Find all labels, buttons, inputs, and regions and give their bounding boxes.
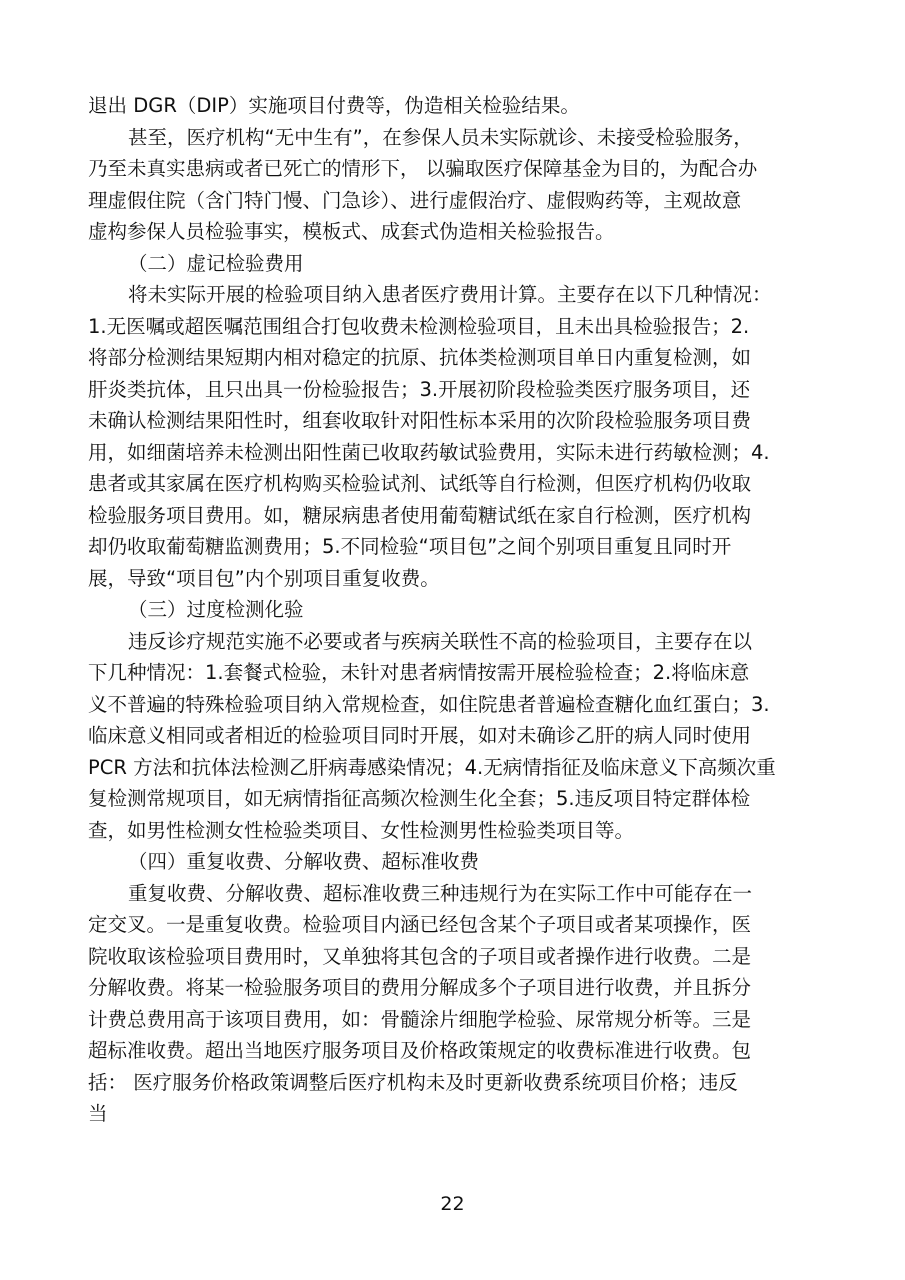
text-line: 1.无医嘱或超医嘱范围组合打包收费未检测检验项目，且未出具检验报告；2. — [88, 314, 750, 338]
text-line: 分解收费。将某一检验服务项目的费用分解成多个子项目进行收费，并且拆分 — [88, 976, 752, 999]
heading-text: （二）虚记检验费用 — [128, 251, 304, 275]
text-line: 当 — [88, 1102, 108, 1125]
text-line: 括： 医疗服务价格政策调整后医疗机构未及时更新收费系统项目价格；违反 — [88, 1070, 738, 1094]
paragraph — [88, 90, 836, 122]
section-heading — [88, 594, 836, 626]
document-body — [88, 90, 836, 1130]
text-line: 下几种情况：1.套餐式检验，未针对患者病情按需开展检验检查；2.将临床意 — [88, 661, 750, 684]
text-line: 复检测常规项目，如无病情指征高频次检测生化全套；5.违反项目特定群体检 — [88, 787, 751, 810]
page-number: 22 — [440, 1193, 465, 1215]
text-line: 计费总费用高于该项目费用，如：骨髓涂片细胞学检验、尿常规分析等。三是 — [88, 1007, 752, 1031]
section-heading — [88, 846, 836, 878]
text-line: 院收取该检验项目费用时，又单独将其包含的子项目或者操作进行收费。二是 — [88, 944, 752, 968]
text-line: 展，导致“项目包”内个别项目重复收费。 — [88, 566, 440, 590]
text-line: PCR 方法和抗体法检测乙肝病毒感染情况；4.无病情指征及临床意义下高频次重 — [88, 755, 776, 779]
paragraph — [88, 878, 836, 1130]
text-line: 定交叉。一是重复收费。检验项目内涵已经包含某个子项目或者某项操作，医 — [88, 913, 752, 936]
text-line: 重复收费、分解收费、超标准收费三种违规行为在实际工作中可能存在一 — [128, 881, 753, 905]
text-line: 将未实际开展的检验项目纳入患者医疗费用计算。主要存在以下几种情况： — [128, 283, 772, 306]
text-line: 乃至未真实患病或者已死亡的情形下， 以骗取医疗保障基金为目的，为配合办 — [88, 157, 758, 180]
text-line: 肝炎类抗体，且只出具一份检验报告；3.开展初阶段检验类医疗服务项目，还 — [88, 377, 751, 401]
text-line: 用，如细菌培养未检测出阳性菌已收取药敏试验费用，实际未进行药敏检测；4. — [88, 440, 770, 464]
heading-text: （四）重复收费、分解收费、超标准收费 — [128, 850, 480, 873]
paragraph — [88, 279, 836, 594]
text-line: 检验服务项目费用。如，糖尿病患者使用葡萄糖试纸在家自行检测，医疗机构 — [88, 503, 752, 527]
text-line: 虚构参保人员检验事实，模板式、成套式伪造相关检验报告。 — [88, 220, 615, 243]
section-heading — [88, 248, 836, 280]
text-line: 将部分检测结果短期内相对稳定的抗原、抗体类检测项目单日内重复检测，如 — [88, 346, 752, 369]
text-line: 患者或其家属在医疗机构购买检验试剂、试纸等自行检测，但医疗机构仍收取 — [88, 472, 752, 495]
text-line: 理虚假住院（含门特门慢、门急诊）、进行虚假治疗、虚假购药等，主观故意 — [88, 188, 742, 212]
text-line: 查，如男性检测女性检验类项目、女性检测男性检验类项目等。 — [88, 818, 635, 842]
text-line: 违反诊疗规范实施不必要或者与疾病关联性不高的检验项目，主要存在以 — [128, 629, 753, 653]
heading-text: （三）过度检测化验 — [128, 598, 304, 621]
paragraph — [88, 626, 836, 847]
text-line: 甚至，医疗机构“无中生有”，在参保人员未实际就诊、未接受检验服务， — [128, 125, 753, 149]
text-line: 临床意义相同或者相近的检验项目同时开展，如对未确诊乙肝的病人同时使用 — [88, 724, 752, 747]
paragraph — [88, 122, 836, 248]
text-line: 超标准收费。超出当地医疗服务项目及价格政策规定的收费标准进行收费。包 — [88, 1039, 752, 1062]
text-line: 却仍收取葡萄糖监测费用；5.不同检验“项目包”之间个别项目重复且同时开 — [88, 535, 732, 558]
text-line: 退出 DGR（DIP）实施项目付费等，伪造相关检验结果。 — [88, 94, 580, 117]
text-line: 义不普遍的特殊检验项目纳入常规检查，如住院患者普遍检查糖化血红蛋白；3. — [88, 692, 770, 716]
text-line: 未确认检测结果阳性时，组套收取针对阳性标本采用的次阶段检验服务项目费 — [88, 409, 752, 432]
